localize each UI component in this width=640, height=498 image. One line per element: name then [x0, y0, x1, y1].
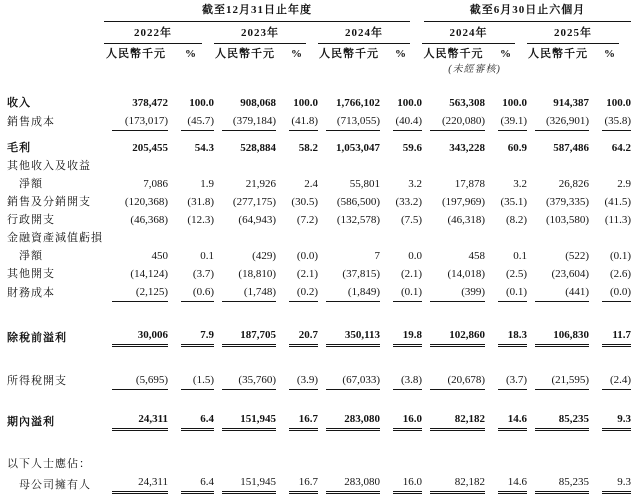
value-cell: 350,113: [318, 326, 380, 347]
value-cell: (132,578): [336, 214, 380, 226]
table-row: [7, 371, 631, 390]
value-cell: (1,748): [214, 283, 276, 302]
period-group-header-row: [7, 3, 631, 22]
value-cell: 26,826: [558, 178, 590, 190]
value-cell: 24,311: [104, 410, 168, 431]
year-col-2022: [104, 22, 214, 44]
table-row: [7, 283, 631, 302]
percent-cell: (0.1): [380, 283, 422, 302]
value-cell: 30,006: [104, 326, 168, 347]
value-cell: (586,500): [336, 196, 380, 208]
value-cell: 7,086: [143, 178, 168, 190]
table-row: [7, 265, 631, 283]
percent-cell: 6.4: [168, 473, 214, 494]
value-cell: (2,125): [104, 283, 168, 302]
table-row: [7, 473, 631, 494]
units-header-row: [7, 44, 631, 63]
table-row: [7, 455, 631, 473]
value-cell: 563,308: [449, 97, 486, 109]
pct-label: %: [604, 48, 617, 60]
header-spacer-cell: [7, 44, 104, 63]
empty-cell: [318, 63, 422, 76]
value-cell: 21,926: [245, 178, 276, 190]
percent-cell: 2.4: [304, 178, 318, 190]
percent-cell: (7.5): [400, 214, 423, 226]
percent-cell: (33.2): [395, 196, 423, 208]
year-header-row: [7, 22, 631, 44]
value-cell: (326,901): [527, 112, 589, 131]
percent-cell: 59.6: [402, 142, 423, 154]
row-label: 其他開支: [7, 268, 55, 280]
row-label: 其他收入及收益: [7, 160, 91, 172]
value-cell: 102,860: [422, 326, 485, 347]
year-label: 2025年: [527, 25, 619, 44]
table-row: [7, 139, 631, 157]
row-label: 淨額: [19, 178, 43, 190]
value-cell: 24,311: [104, 473, 168, 494]
value-cell: 85,235: [527, 410, 589, 431]
row-label: 除稅前溢利: [7, 332, 67, 344]
value-cell: 343,228: [449, 142, 486, 154]
row-label: 所得稅開支: [7, 375, 67, 387]
percent-cell: (2.6): [609, 268, 632, 280]
percent-cell: (40.4): [380, 112, 422, 131]
row-label: 銷售及分銷開支: [7, 196, 91, 208]
table-row: [7, 229, 631, 247]
percent-cell: 100.0: [502, 97, 528, 109]
spacer-cell: [7, 76, 631, 94]
value-cell: (379,335): [545, 196, 590, 208]
header-spacer-cell: [7, 63, 104, 76]
value-cell: (37,815): [342, 268, 380, 280]
empty-cell: [214, 63, 318, 76]
percent-cell: 60.9: [507, 142, 528, 154]
percent-cell: (2.5): [505, 268, 528, 280]
spacer-cell: [7, 131, 631, 139]
spacer-row: [7, 347, 631, 371]
unaudited-note-row: [7, 63, 631, 76]
spacer-row: [7, 302, 631, 326]
value-cell: 187,705: [214, 326, 276, 347]
period-col-2024-interim: [422, 22, 527, 44]
period-group-interim: [422, 3, 631, 22]
percent-cell: (0.1): [609, 250, 632, 262]
percent-cell: 19.8: [380, 326, 422, 347]
value-cell: 378,472: [132, 97, 168, 109]
value-cell: (103,580): [545, 214, 590, 226]
percent-cell: 3.2: [513, 178, 528, 190]
percent-cell: (2.1): [400, 268, 423, 280]
unit-label: 人民幣千元: [319, 48, 379, 60]
pct-label: %: [500, 48, 513, 60]
percent-cell: (0.0): [296, 250, 318, 262]
value-cell: 587,486: [553, 142, 590, 154]
percent-cell: (45.7): [168, 112, 214, 131]
row-label: 母公司擁有人: [19, 479, 91, 491]
spacer-row: [7, 390, 631, 410]
value-cell: 914,387: [553, 97, 590, 109]
percent-cell: 2.9: [617, 178, 632, 190]
percent-cell: (7.2): [296, 214, 318, 226]
year-col-2024: [318, 22, 422, 44]
table-row: [7, 175, 631, 193]
percent-cell: 64.2: [611, 142, 632, 154]
percent-cell: 16.0: [380, 410, 422, 431]
spacer-row: [7, 76, 631, 94]
value-cell: 1,766,102: [336, 97, 380, 109]
percent-cell: 58.2: [298, 142, 318, 154]
value-cell: (46,368): [130, 214, 168, 226]
percent-cell: 16.7: [276, 473, 318, 494]
table-row: [7, 94, 631, 112]
empty-cell: [104, 157, 631, 175]
percent-cell: (2.1): [296, 268, 318, 280]
period-group-annual: [104, 3, 422, 22]
value-cell: (120,368): [124, 196, 168, 208]
percent-cell: 0.1: [200, 250, 214, 262]
row-label: 金融資產減值虧損: [7, 232, 103, 244]
header-spacer-cell: [7, 3, 104, 22]
value-cell: (23,604): [551, 268, 590, 280]
period-col-2025-interim: [527, 22, 631, 44]
value-cell: 450: [151, 250, 168, 262]
percent-cell: (31.8): [187, 196, 214, 208]
percent-cell: 100.0: [293, 97, 318, 109]
period-group-annual-title: 截至12月31日止年度: [104, 3, 410, 22]
value-cell: (64,943): [238, 214, 276, 226]
value-cell: (1,849): [318, 283, 380, 302]
value-cell: 82,182: [422, 410, 485, 431]
percent-cell: (11.3): [604, 214, 632, 226]
row-label: 淨額: [19, 250, 43, 262]
row-label: 期內溢利: [7, 416, 55, 428]
percent-cell: 100.0: [397, 97, 423, 109]
value-cell: 205,455: [132, 142, 168, 154]
spacer-row: [7, 131, 631, 139]
value-cell: (5,695): [104, 371, 168, 390]
value-cell: (35,760): [214, 371, 276, 390]
spacer-row: [7, 431, 631, 455]
value-cell: (46,318): [447, 214, 486, 226]
value-cell: 82,182: [422, 473, 485, 494]
empty-cell: [104, 455, 631, 473]
percent-cell: 100.0: [606, 97, 632, 109]
value-cell: (522): [565, 250, 590, 262]
year-label: 2022年: [104, 25, 202, 44]
percent-cell: (35.1): [500, 196, 528, 208]
empty-cell: [104, 63, 214, 76]
row-label: 行政開支: [7, 214, 55, 226]
table-row: [7, 157, 631, 175]
percent-cell: 7.9: [168, 326, 214, 347]
pct-label: %: [185, 48, 197, 60]
table-row: [7, 211, 631, 229]
value-cell: 528,884: [240, 142, 276, 154]
percent-cell: 18.3: [485, 326, 527, 347]
percent-cell: (3.9): [276, 371, 318, 390]
unaudited-note: (未經審核): [448, 64, 501, 75]
percent-cell: (3.8): [380, 371, 422, 390]
value-cell: (429): [252, 250, 276, 262]
year-label: 2024年: [422, 25, 515, 44]
value-cell: 85,235: [527, 473, 589, 494]
value-cell: 7: [374, 250, 380, 262]
percent-cell: 16.7: [276, 410, 318, 431]
value-cell: (713,055): [318, 112, 380, 131]
table-row: [7, 247, 631, 265]
value-cell: (20,678): [422, 371, 485, 390]
row-label: 銷售成本: [7, 116, 55, 128]
percent-cell: (3.7): [192, 268, 214, 280]
value-cell: (67,033): [318, 371, 380, 390]
percent-cell: (41.5): [604, 196, 632, 208]
percent-cell: (0.1): [485, 283, 527, 302]
value-cell: 55,801: [349, 178, 380, 190]
income-statement-table: [7, 3, 631, 494]
value-cell: 908,068: [240, 97, 276, 109]
table-row: [7, 326, 631, 347]
table-row: [7, 410, 631, 431]
unit-label: 人民幣千元: [215, 48, 275, 60]
value-cell: (14,018): [447, 268, 486, 280]
row-label: 收入: [7, 97, 31, 109]
percent-cell: 0.1: [513, 250, 528, 262]
value-cell: 151,945: [214, 410, 276, 431]
percent-cell: 20.7: [276, 326, 318, 347]
percent-cell: (2.4): [589, 371, 631, 390]
unit-label: 人民幣千元: [423, 48, 484, 60]
row-label: 毛利: [7, 142, 31, 154]
year-label: 2023年: [214, 25, 306, 44]
unit-label: 人民幣千元: [528, 48, 589, 60]
pct-label: %: [395, 48, 408, 60]
value-cell: (277,175): [232, 196, 276, 208]
percent-cell: 6.4: [168, 410, 214, 431]
percent-cell: (39.1): [485, 112, 527, 131]
period-group-interim-title: 截至6月30日止六個月: [424, 3, 631, 22]
percent-cell: (41.8): [276, 112, 318, 131]
value-cell: 458: [468, 250, 486, 262]
table-row: [7, 193, 631, 211]
value-cell: (441): [527, 283, 589, 302]
value-cell: 283,080: [318, 473, 380, 494]
value-cell: 1,053,047: [336, 142, 380, 154]
empty-cell: [527, 63, 631, 76]
year-label: 2024年: [318, 25, 410, 44]
percent-cell: 54.3: [194, 142, 214, 154]
percent-cell: (1.5): [168, 371, 214, 390]
percent-cell: 9.3: [589, 410, 631, 431]
spacer-cell: [7, 347, 631, 371]
row-label: 以下人士應佔：: [7, 458, 91, 470]
value-cell: 17,878: [454, 178, 486, 190]
percent-cell: (35.8): [589, 112, 631, 131]
percent-cell: (12.3): [187, 214, 214, 226]
percent-cell: (0.6): [168, 283, 214, 302]
percent-cell: 11.7: [589, 326, 631, 347]
percent-cell: (8.2): [505, 214, 528, 226]
spacer-cell: [7, 431, 631, 455]
percent-cell: 1.9: [200, 178, 214, 190]
percent-cell: (0.2): [276, 283, 318, 302]
percent-cell: 16.0: [380, 473, 422, 494]
percent-cell: 3.2: [408, 178, 423, 190]
table-row: [7, 112, 631, 131]
percent-cell: 9.3: [589, 473, 631, 494]
value-cell: 283,080: [318, 410, 380, 431]
percent-cell: (0.0): [589, 283, 631, 302]
year-col-2023: [214, 22, 318, 44]
percent-cell: (3.7): [485, 371, 527, 390]
percent-cell: 14.6: [485, 410, 527, 431]
unit-label: 人民幣千元: [106, 48, 166, 60]
value-cell: (399): [422, 283, 485, 302]
value-cell: (220,080): [422, 112, 485, 131]
row-label: 財務成本: [7, 287, 55, 299]
value-cell: (21,595): [527, 371, 589, 390]
value-cell: (173,017): [104, 112, 168, 131]
spacer-cell: [7, 302, 631, 326]
percent-cell: 0.0: [408, 250, 423, 262]
value-cell: (14,124): [130, 268, 168, 280]
value-cell: (197,969): [441, 196, 486, 208]
value-cell: (18,810): [238, 268, 276, 280]
header-spacer-cell: [7, 22, 104, 44]
percent-cell: 100.0: [189, 97, 214, 109]
percent-cell: (30.5): [291, 196, 318, 208]
value-cell: (379,184): [214, 112, 276, 131]
spacer-cell: [7, 390, 631, 410]
pct-label: %: [291, 48, 303, 60]
empty-cell: [104, 229, 631, 247]
value-cell: 106,830: [527, 326, 589, 347]
value-cell: 151,945: [214, 473, 276, 494]
percent-cell: 14.6: [485, 473, 527, 494]
